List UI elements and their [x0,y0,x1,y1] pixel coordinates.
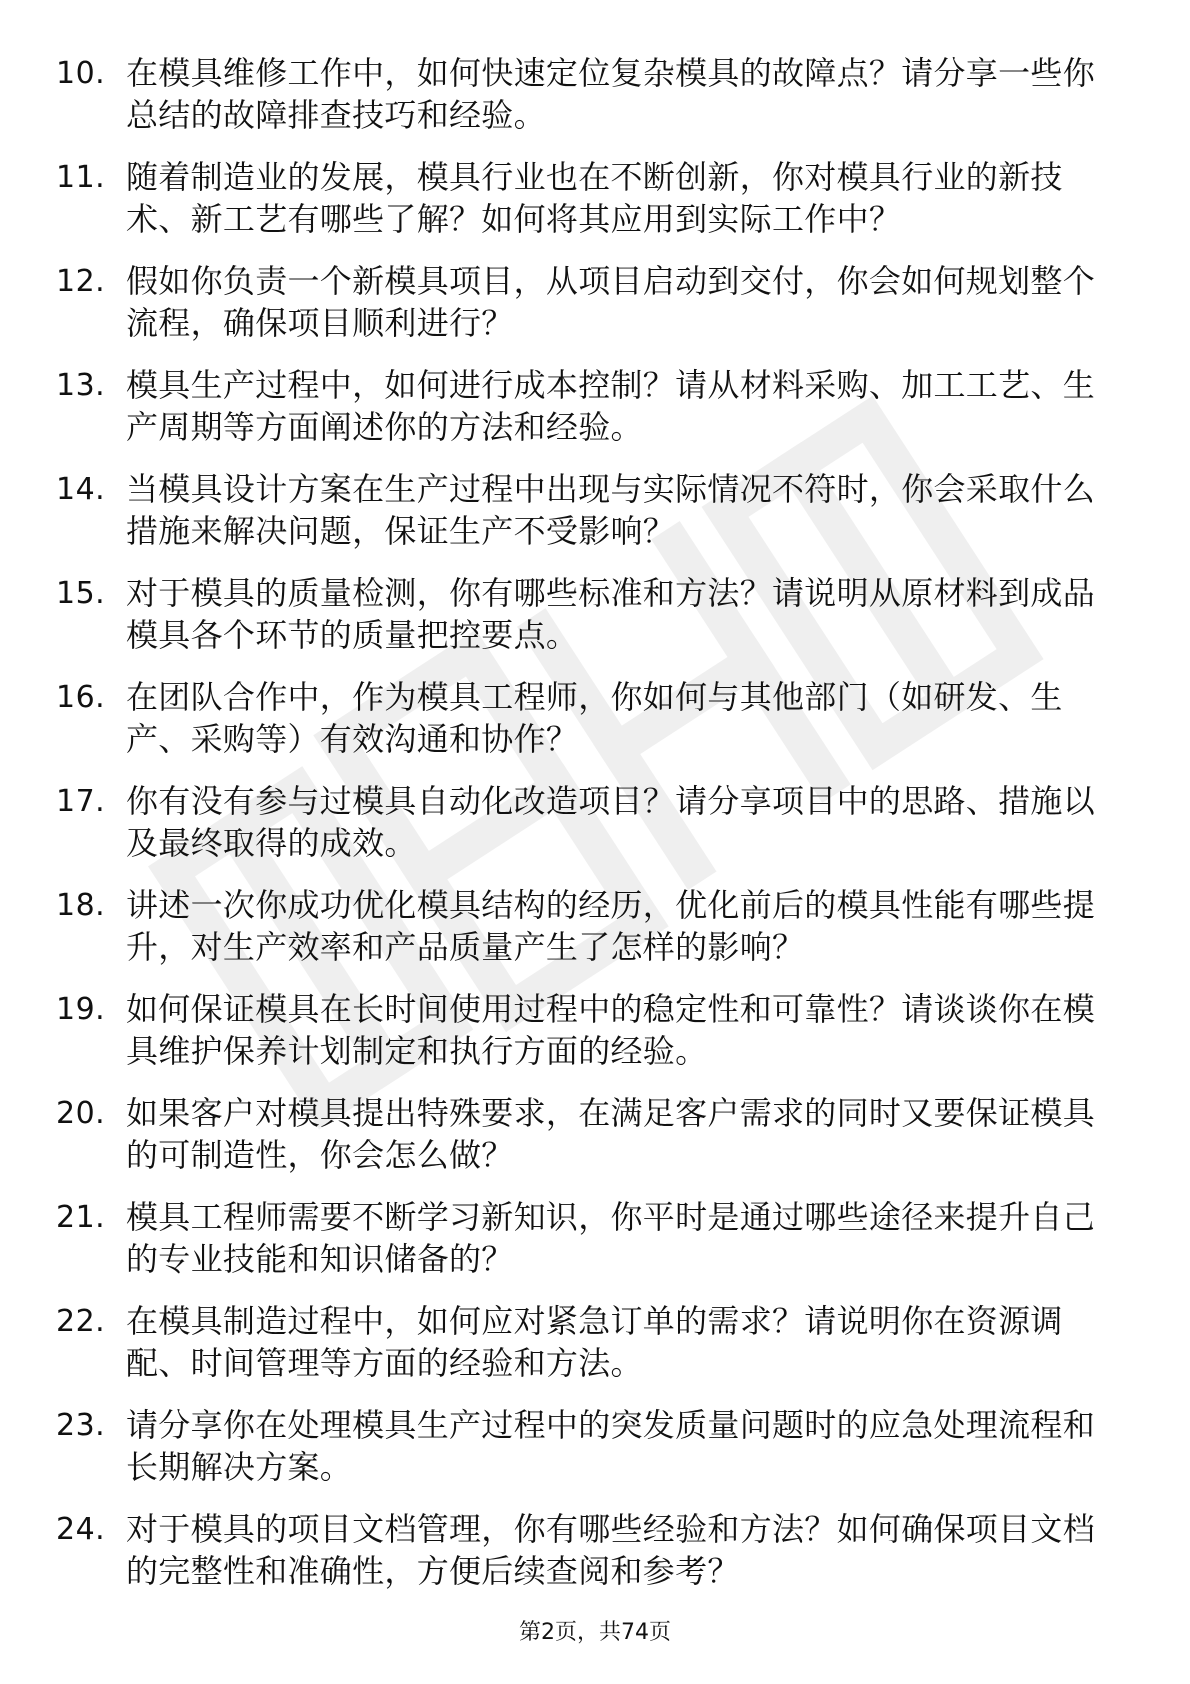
question-number: 24. [56,1512,106,1547]
question-text: 讲述一次你成功优化模具结构的经历，优化前后的模具性能有哪些提升，对生产效率和产品质量产生了怎样的影响？ [126,886,1096,966]
question-item [0,1088,1190,1192]
question-text: 在团队合作中，作为模具工程师，你如何与其他部门（如研发、生产、采购等）有效沟通和协作？ [126,678,1063,758]
question-item [0,1192,1190,1296]
page-number-label: 第2页，共74页 [519,1620,671,1645]
question-item [0,672,1190,776]
question-number: 11. [56,160,106,195]
question-number: 17. [56,784,106,819]
question-text: 在模具维修工作中，如何快速定位复杂模具的故障点？请分享一些你总结的故障排查技巧和经验。 [126,54,1096,134]
question-number: 16. [56,680,106,715]
question-number: 18. [56,888,106,923]
question-number: 21. [56,1200,106,1235]
question-number: 22. [56,1304,106,1339]
question-number: 10. [56,56,106,91]
question-item [0,464,1190,568]
question-text: 请分享你在处理模具生产过程中的突发质量问题时的应急处理流程和长期解决方案。 [126,1406,1096,1486]
question-number: 15. [56,576,106,611]
question-text: 在模具制造过程中，如何应对紧急订单的需求？请说明你在资源调配、时间管理等方面的经验和方法。 [126,1302,1063,1382]
question-text: 模具生产过程中，如何进行成本控制？请从材料采购、加工工艺、生产周期等方面阐述你的方法和经验。 [126,366,1096,446]
question-text: 当模具设计方案在生产过程中出现与实际情况不符时，你会采取什么措施来解决问题，保证生产不受影响？ [126,470,1096,550]
question-text: 如果客户对模具提出特殊要求，在满足客户需求的同时又要保证模具的可制造性，你会怎么做？ [126,1094,1096,1174]
question-item [0,1504,1190,1608]
question-number: 14. [56,472,106,507]
question-item [0,48,1190,152]
question-item [0,880,1190,984]
question-item [0,360,1190,464]
question-text: 模具工程师需要不断学习新知识，你平时是通过哪些途径来提升自己的专业技能和知识储备的？ [126,1198,1096,1278]
question-text: 对于模具的质量检测，你有哪些标准和方法？请说明从原材料到成品模具各个环节的质量把控要点。 [126,574,1096,654]
question-number: 20. [56,1096,106,1131]
question-item [0,152,1190,256]
question-item [0,1400,1190,1504]
question-number: 12. [56,264,106,299]
question-item [0,1296,1190,1400]
question-number: 13. [56,368,106,403]
question-item [0,776,1190,880]
question-item [0,984,1190,1088]
question-text: 对于模具的项目文档管理，你有哪些经验和方法？如何确保项目文档的完整性和准确性，方便后续查阅和参考？ [126,1510,1096,1590]
question-text: 你有没有参与过模具自动化改造项目？请分享项目中的思路、措施以及最终取得的成效。 [126,782,1096,862]
question-text: 随着制造业的发展，模具行业也在不断创新，你对模具行业的新技术、新工艺有哪些了解？如何将其应用到实际工作中？ [126,158,1063,238]
question-number: 19. [56,992,106,1027]
question-list [0,48,1190,1608]
question-number: 23. [56,1408,106,1443]
page-footer [0,1618,1190,1648]
question-item [0,256,1190,360]
question-item [0,568,1190,672]
question-text: 假如你负责一个新模具项目，从项目启动到交付，你会如何规划整个流程，确保项目顺利进行？ [126,262,1096,342]
question-text: 如何保证模具在长时间使用过程中的稳定性和可靠性？请谈谈你在模具维护保养计划制定和执行方面的经验。 [126,990,1096,1070]
